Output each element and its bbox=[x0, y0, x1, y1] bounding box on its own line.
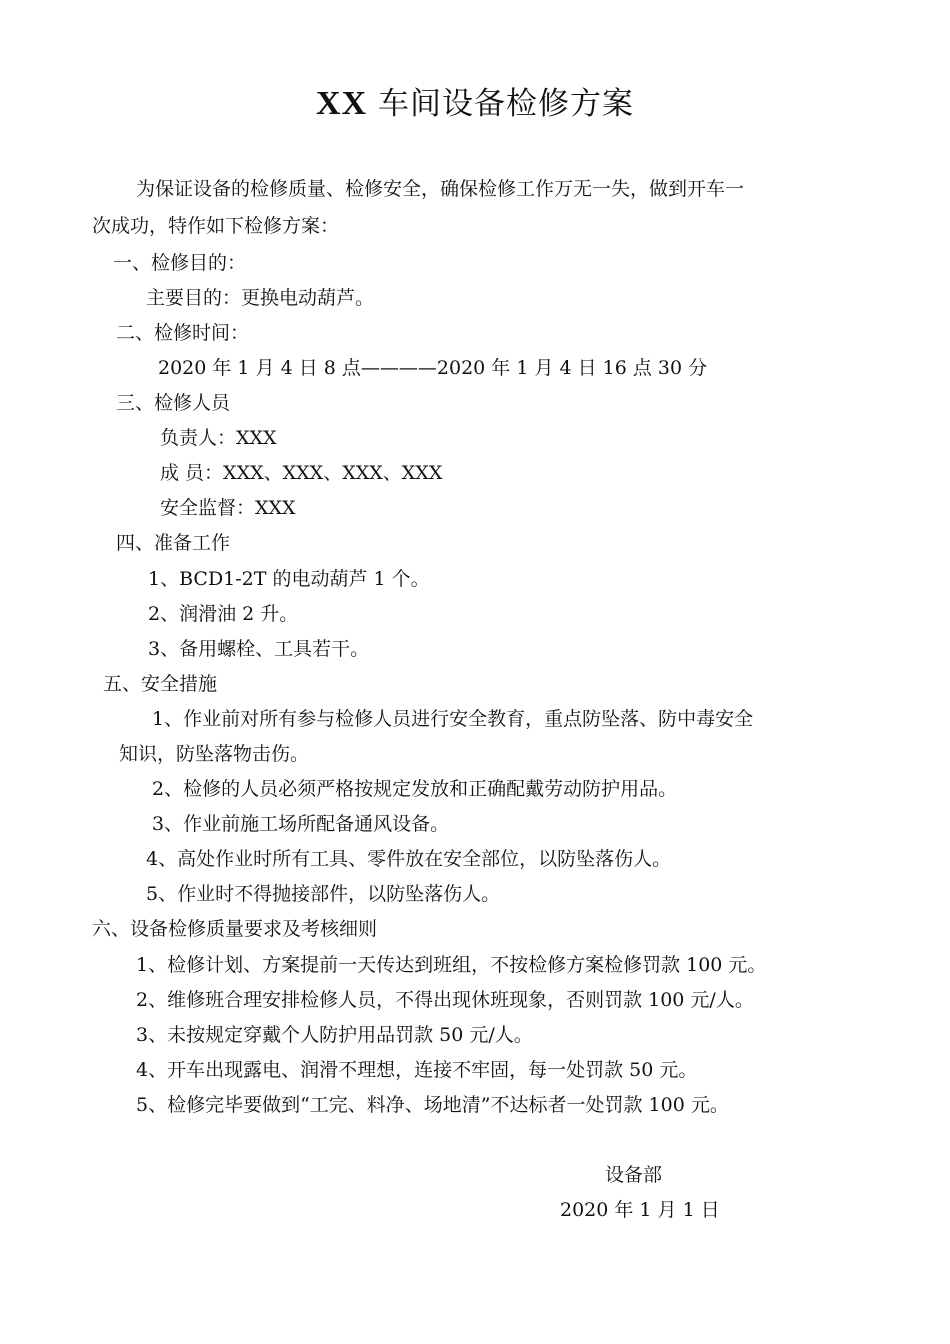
safety-item: 4、高处作业时所有工具、零件放在安全部位，以防坠落伤人。 bbox=[146, 848, 672, 870]
quality-item: 2、维修班合理安排检修人员，不得出现休班现象，否则罚款 100 元/人。 bbox=[136, 989, 754, 1011]
safety-item: 3、作业前施工场所配备通风设备。 bbox=[152, 813, 450, 835]
safety-item: 2、检修的人员必须严格按规定发放和正确配戴劳动防护用品。 bbox=[152, 778, 678, 800]
section-quality-heading: 六、设备检修质量要求及考核细则 bbox=[92, 918, 378, 940]
personnel-supervisor: 安全监督：XXX bbox=[160, 497, 296, 519]
personnel-leader: 负责人：XXX bbox=[160, 427, 277, 449]
title-prefix: XX bbox=[316, 85, 368, 122]
personnel-members: 成 员：XXX、XXX、XXX、XXX bbox=[160, 462, 443, 484]
signature-department: 设备部 bbox=[605, 1164, 663, 1186]
safety-item-1-line-1: 1、作业前对所有参与检修人员进行安全教育，重点防坠落、防中毒安全 bbox=[152, 708, 754, 730]
preparation-item: 2、润滑油 2 升。 bbox=[148, 603, 299, 625]
document-title bbox=[0, 78, 950, 123]
quality-item: 4、开车出现露电、润滑不理想，连接不牢固，每一处罚款 50 元。 bbox=[136, 1059, 698, 1081]
quality-item: 5、检修完毕要做到“工完、料净、场地清”不达标者一处罚款 100 元。 bbox=[136, 1094, 729, 1116]
signature-date: 2020 年 1 月 1 日 bbox=[560, 1199, 720, 1221]
safety-item: 5、作业时不得抛接部件，以防坠落伤人。 bbox=[146, 883, 501, 905]
section-time-heading: 二、检修时间： bbox=[116, 322, 250, 344]
section-preparation-heading: 四、准备工作 bbox=[116, 532, 231, 554]
section-personnel-heading: 三、检修人员 bbox=[116, 392, 231, 414]
section-purpose-content: 主要目的：更换电动葫芦。 bbox=[146, 287, 375, 309]
section-safety-heading: 五、安全措施 bbox=[103, 673, 218, 695]
intro-line-2: 次成功，特作如下检修方案： bbox=[92, 215, 340, 237]
quality-item: 1、检修计划、方案提前一天传达到班组，不按检修方案检修罚款 100 元。 bbox=[136, 954, 767, 976]
safety-item-1-line-2: 知识，防坠落物击伤。 bbox=[119, 743, 310, 765]
intro-line-1: 为保证设备的检修质量、检修安全，确保检修工作万无一失，做到开车一 bbox=[136, 178, 745, 200]
preparation-item: 1、BCD1-2T 的电动葫芦 1 个。 bbox=[148, 568, 430, 590]
title-text: 车间设备检修方案 bbox=[367, 86, 634, 122]
section-purpose-heading: 一、检修目的： bbox=[113, 252, 247, 274]
section-time-content: 2020 年 1 月 4 日 8 点————2020 年 1 月 4 日 16 点 30 分 bbox=[158, 357, 708, 379]
quality-item: 3、未按规定穿戴个人防护用品罚款 50 元/人。 bbox=[136, 1024, 533, 1046]
preparation-item: 3、备用螺栓、工具若干。 bbox=[148, 638, 370, 660]
